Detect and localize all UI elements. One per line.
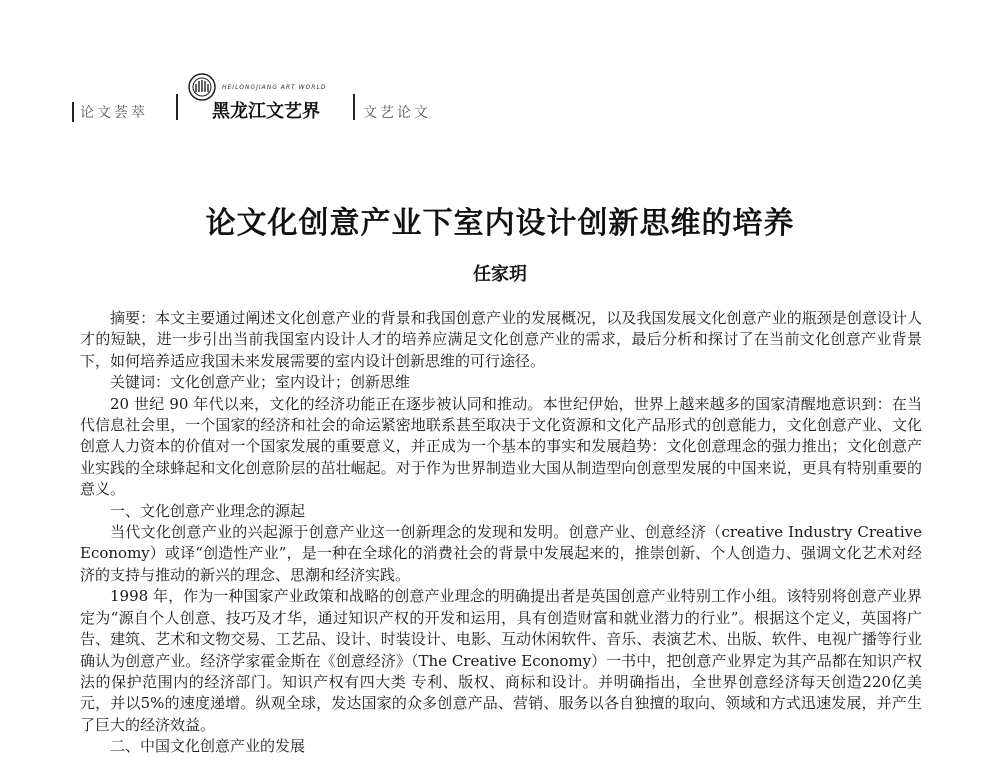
body-paragraph: 当代文化创意产业的兴起源于创意产业这一创新理念的发现和发明。创意产业、创意经济（creative Industry Creative Economy）或译“创造性产业”，是一种在全球化的消费社会的背景中发展起来的，推崇创新、个人创造力、强调文化艺术对经济的支持与推动的新兴的理念、思潮和经济实践。 — [80, 523, 922, 584]
header-category-label: 文艺论文 — [363, 105, 431, 121]
section-heading: 二、中国文化创意产业的发展 — [110, 737, 306, 756]
journal-english-name: HEILONGJIANG ART WORLD — [222, 84, 327, 91]
article-body — [80, 308, 922, 758]
section-heading: 一、文化创意产业理念的源起 — [110, 501, 306, 520]
journal-header — [72, 72, 492, 132]
keywords-line: 关键词：文化创意产业；室内设计；创新思维 — [110, 373, 411, 392]
abstract-paragraph: 摘要：本文主要通过阐述文化创意产业的背景和我国创意产业的发展概况，以及我国发展文化创意产业的瓶颈是创意设计人才的短缺，进一步引出当前我国室内设计人才的培养应满足文化创意产业的需求，最后分析和探讨了在当前文化创意产业背景下，如何培养适应我国未来发展需要的室内设计创新思维的可行途径。 — [80, 309, 922, 370]
article-title: 论文化创意产业下室内设计创新思维的培养 — [205, 206, 795, 241]
header-section-label: 论文荟萃 — [72, 102, 148, 122]
header-divider — [176, 94, 178, 120]
body-paragraph: 1998 年，作为一种国家产业政策和战略的创意产业理念的明确提出者是英国创意产业特别工作小组。该特别将创意产业界定为“源自个人创意、技巧及才华，通过知识产权的开发和运用，具有创造财富和就业潜力的行业”。根据这个定义，英国将广告、建筑、艺术和文物交易、工艺品、设计、时装设计、电影、互动休闲软件、音乐、表演艺术、出版、软件、电视广播等行业确认为创意产业。经济学家霍金斯在《创意经济》（The Creative Economy）一书中，把创意产业界定为其产品都在知识产权法的保护范围内的经济部门。知识产权有四大类 专利、版权、商标和设计。并明确指出，全世界创意经济每天创造220亿美元，并以5%的速度递增。纵观全球，发达国家的众多创意产品、营销、服务以各自独擅的取向、领域和方式迅速发展，并产生了巨大的经济效益。 — [80, 587, 922, 734]
intro-paragraph: 20 世纪 90 年代以来，文化的经济功能正在逐步被认同和推动。本世纪伊始，世界上越来越多的国家清醒地意识到：在当代信息社会里，一个国家的经济和社会的命运紧密地联系甚至取决于文化资源和文化产品形式的创意能力，文化创意产业、文化创意人力资本的价值对一个国家发展的重要意义，并正成为一个基本的事实和发展趋势：文化创意理念的强力推出；文化创意产业实践的全球蜂起和文化创意阶层的茁壮崛起。对于作为世界制造业大国从制造型向创意型发展的中国来说，更具有特别重要的意义。 — [80, 394, 922, 499]
article-author: 任家玥 — [473, 264, 527, 285]
journal-name: 黑龙江文艺界 — [212, 101, 320, 122]
